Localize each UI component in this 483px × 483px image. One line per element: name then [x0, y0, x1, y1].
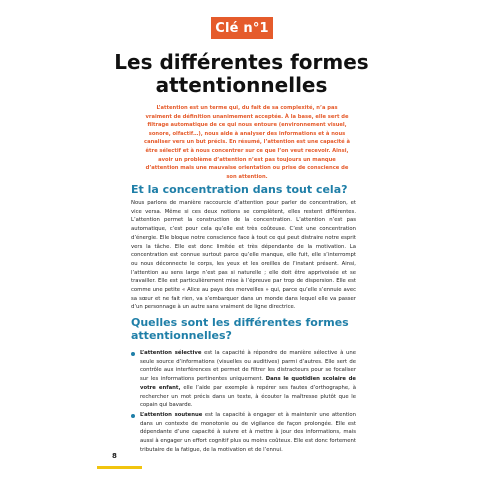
list-item-sustained [131, 411, 356, 455]
concentration-paragraph: Nous parlons de manière raccourcie d’attention pour parler de concentration, et vice versa. Même si ces deux notions se complètent, elles restent différentes. L’attention permet la construction de la concentration. L’attention n’est pas automatique, c’est pour cela qu’elle est très coûteuse. C’est une concentration d’énergie. Elle bloque notre conscience face à tout ce qui peut distraire notre esprit vers la tâche. Elle est donc limitée et très dépendante de la motivation. La concentration est connue surtout parce qu’elle manque, elle fuit, elle s’interrompt ou nous déconnecte le corps, les yeux et les oreilles de l’instant présent. Ainsi, l’attention au sens large n’est pas si naturelle ; elle doit être apprivoisée et se travailler. Elle est particulièrement mise à l’épreuve par trop de dispersion. Elle est comme une petite « Alice au pays des merveilles » qui, parce qu’elle s’ennuie avec sa sœur et ne fait rien, va s’embarquer dans un monde dans lequel elle va passer d’un personnage à un autre sans vraiment de ligne directrice. [131, 200, 356, 311]
section-heading-formes: Quelles sont les différentes formes attentionnelles? [131, 316, 349, 342]
page-number: 8 [112, 452, 117, 460]
key-badge: Clé n°1 [211, 17, 273, 39]
footer-rule [97, 466, 142, 469]
definition-sustained: est la capacité à engager et à maintenir une attention dans un contexte de monotonie ou de vigilance de façon prolongée. Elle est dépendante d’une capacité à suivre et à mettre à jour des informations, mais aussi à engager un effort cognitif plus ou moins coûteux. Elle est donc fortement tributaire de la fatigue, de la motivation et de l’ennui. [140, 411, 357, 453]
attention-forms-list [131, 349, 356, 455]
bullet-icon [131, 352, 135, 356]
example-selective: elle l’aide par exemple à repérer ses fautes d’orthographe, à rechercher un mot précis dans un texte, à écouter la maîtresse plutôt que le copain qui bavarde. [140, 384, 356, 409]
bullet-icon [131, 414, 135, 418]
section-heading-concentration: Et la concentration dans tout cela? [131, 183, 348, 196]
term-selective: L’attention sélective [140, 350, 202, 356]
example-lead: Dans le quotidien scolaire de votre enfant, [140, 376, 356, 391]
definition-selective: est la capacité à répondre de manière sélective à une seule source d’informations (visuelles ou auditives) parmi d’autres. Elle sert de contrôle aux interférences et permet de filtrer les distracteurs pour se focaliser sur les informations pertinentes uniquement. [140, 350, 356, 383]
term-sustained: L’attention soutenue [140, 411, 203, 418]
list-item-selective [131, 349, 356, 410]
intro-paragraph: L’attention est un terme qui, du fait de sa complexité, n’a pas vraiment de définition unanimement acceptée. À la base, elle sert de filtrage automatique de ce qui nous entoure (environnement visuel, sonore, olfactif…), nous aide à analyser des informations et à nous canaliser vers un but précis. En résumé, l’attention est une capacité à être sélectif et à nous concentrer sur ce que l’on veut recevoir. Ainsi, avoir un problème d’attention n’est pas toujours un manque d’attention mais une mauvaise orientation ou prise de conscience de son attention. [144, 105, 350, 180]
page-title: Les différentes formes attentionnelles [114, 50, 369, 97]
